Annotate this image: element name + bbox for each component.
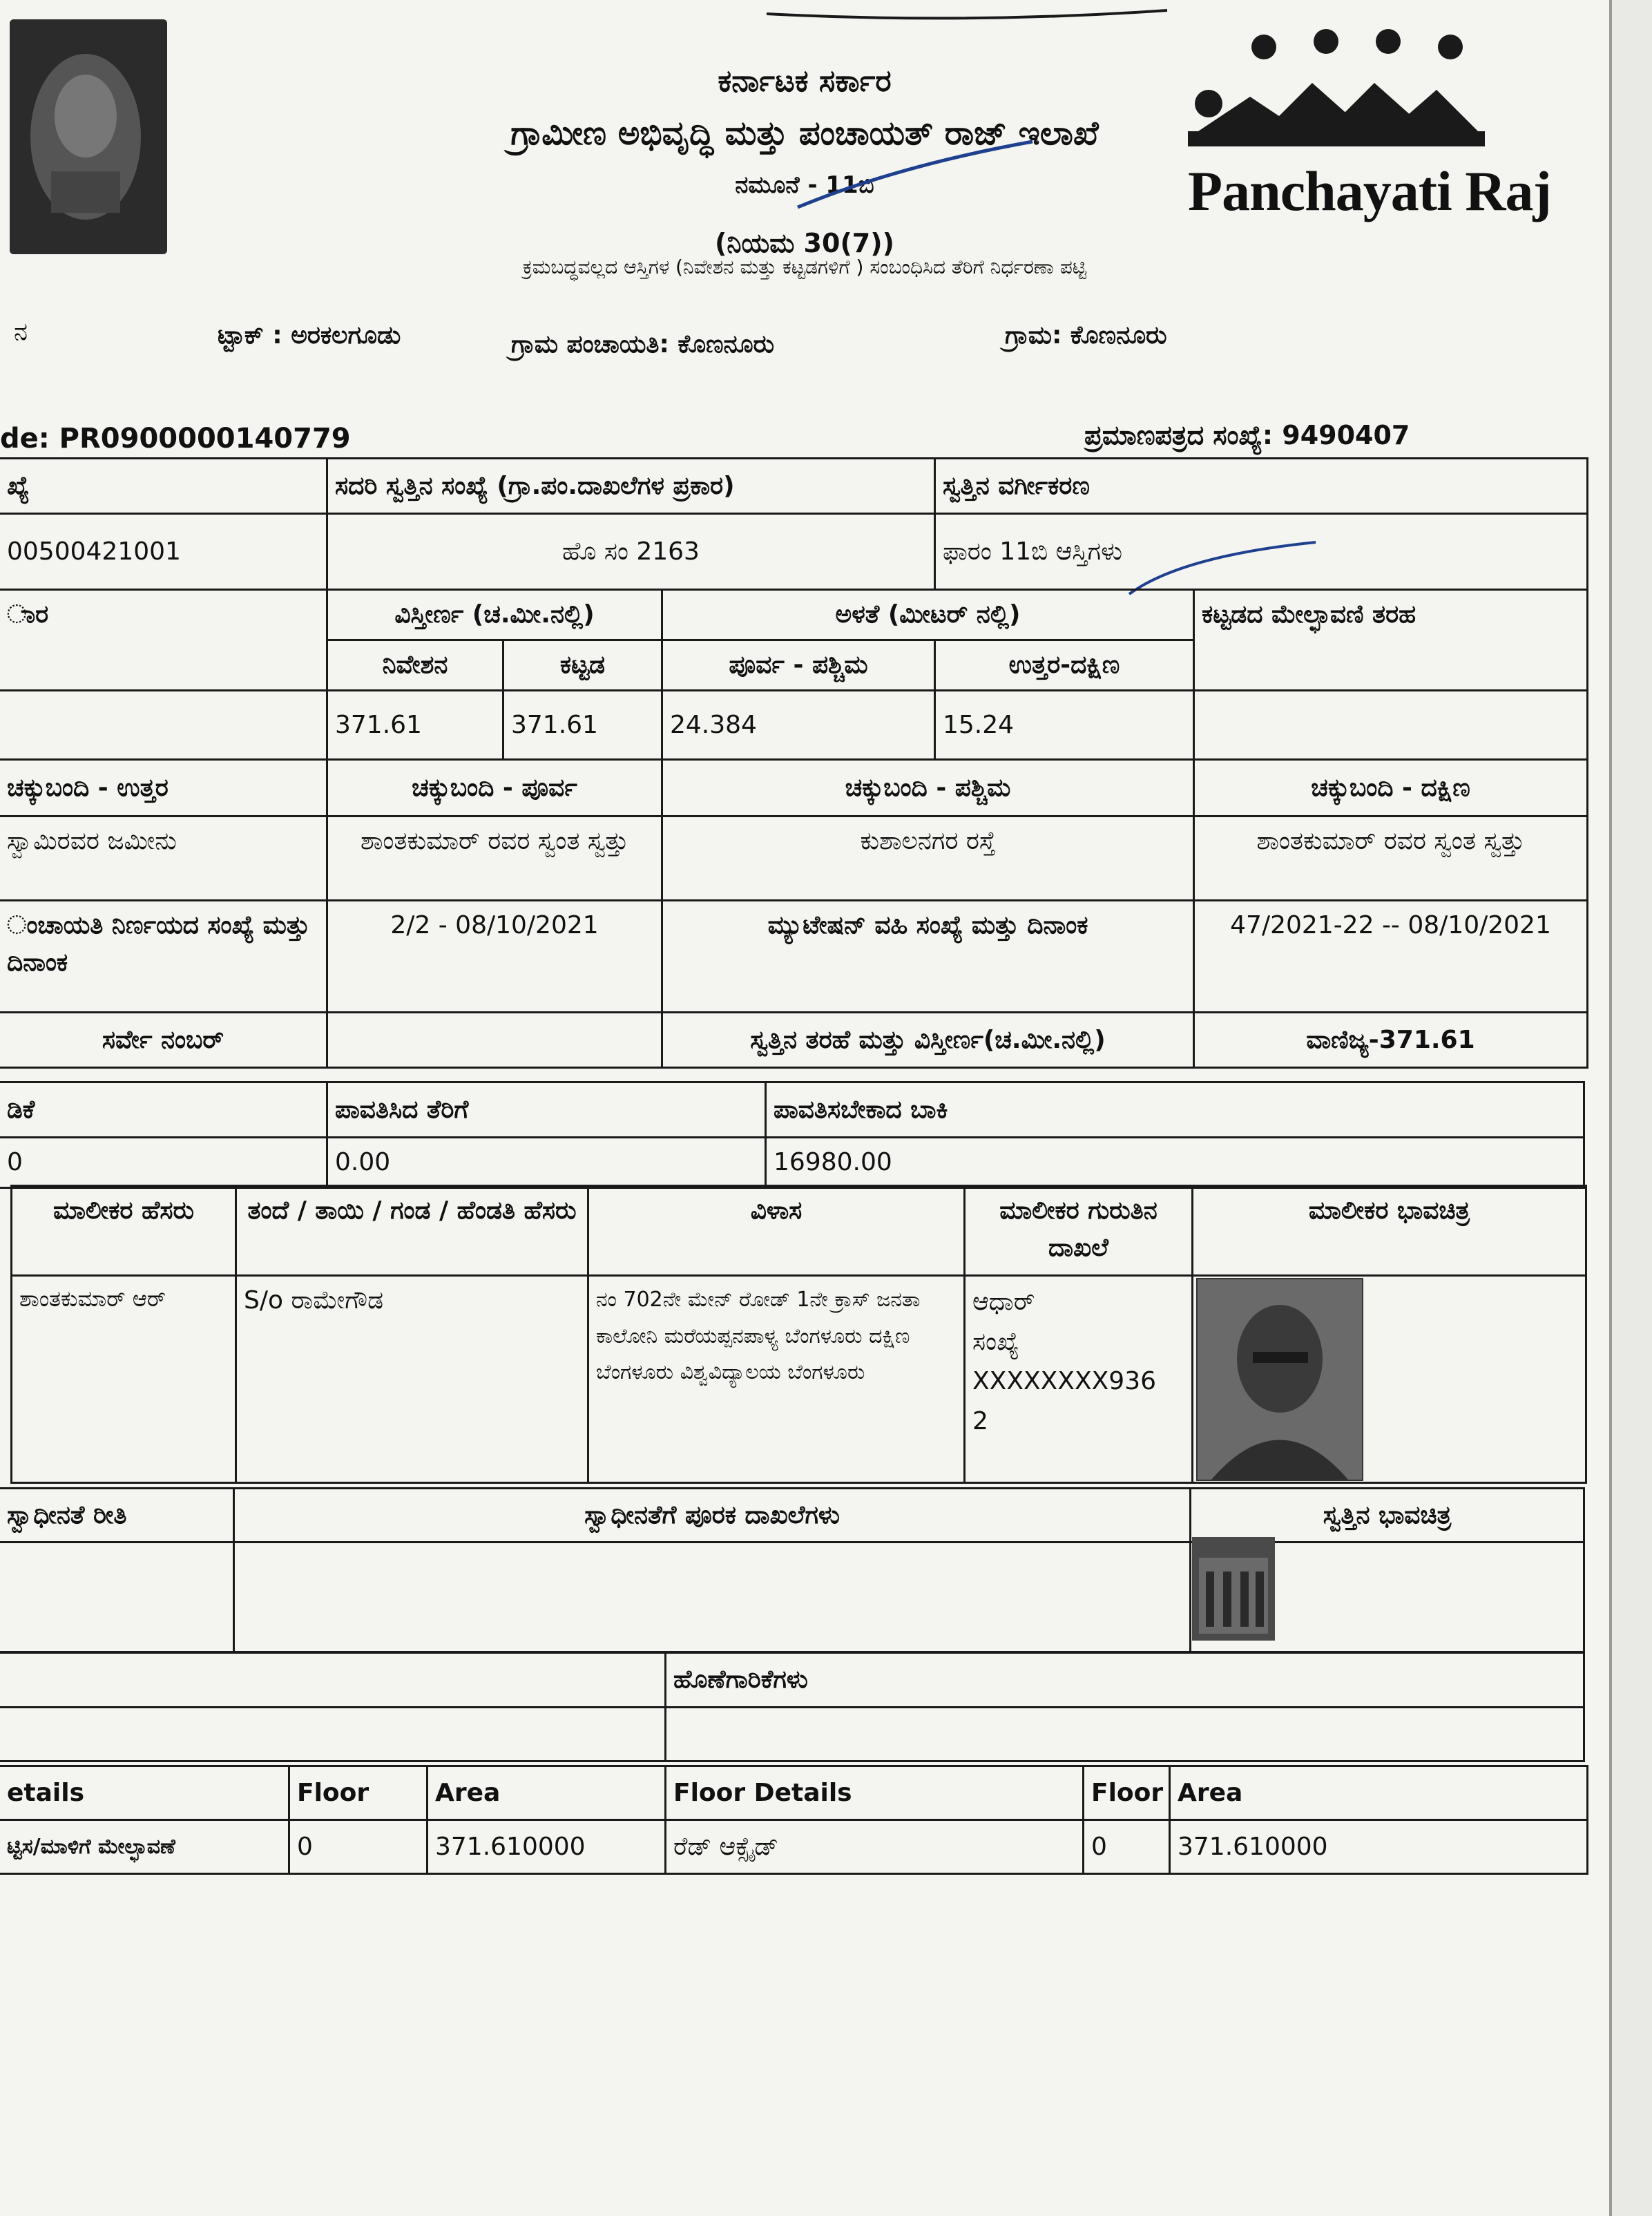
south-boundary-value: ಶಾಂತಕುಮಾರ್ ರವರ ಸ್ವಂತ ಸ್ವತ್ತು bbox=[1194, 816, 1588, 901]
owner-id-value bbox=[965, 1276, 1193, 1483]
east-west-label: ಪೂರ್ವ - ಪಶ್ಚಿಮ bbox=[662, 640, 935, 691]
area-value-floor-2: 371.610000 bbox=[1170, 1820, 1588, 1874]
survey-number-label: ಸರ್ವೇ ನಂಬರ್ bbox=[0, 1013, 327, 1068]
property-number-value: ಹೊ ಸಂ 2163 bbox=[327, 514, 935, 590]
roof-type-row: ಟ್ಟಿಸ/ಮಾಳಿಗೆ ಮೇಲ್ಛಾವಣೆ bbox=[0, 1820, 289, 1874]
id-masked-number: XXXXXXXX936 bbox=[972, 1367, 1157, 1396]
certificate-number: ಪ್ರಮಾಣಪತ್ರದ ಸಂಖ್ಯೆ: 9490407 bbox=[1084, 420, 1410, 450]
property-type-value bbox=[0, 691, 327, 760]
gram-panchayat-field: ಗ್ರಾಮ ಪಂಚಾಯತಿ: ಕೊಣನೂರು bbox=[511, 330, 775, 359]
id-number-label: ಸಂಖ್ಯೆ bbox=[972, 1327, 1019, 1356]
liabilities-blank bbox=[0, 1652, 666, 1708]
mutation-label: ಮ್ಯುಟೇಷನ್ ವಹಿ ಸಂಖ್ಯೆ ಮತ್ತು ದಿನಾಂಕ bbox=[662, 901, 1194, 1013]
plot-label: ನಿವೇಶನ bbox=[327, 640, 503, 691]
type-area-label: ಸ್ವತ್ತಿನ ತರಹೆ ಮತ್ತು ವಿಸ್ತೀರ್ಣ(ಚ.ಮೀ.ನಲ್ಲಿ) bbox=[662, 1013, 1194, 1068]
floor-value: 0 bbox=[289, 1820, 428, 1874]
paid-tax-value: 0.00 bbox=[327, 1138, 766, 1188]
demand-value: 0 bbox=[0, 1138, 327, 1188]
id-type: ಆಧಾರ್ bbox=[972, 1288, 1035, 1316]
west-boundary-value: ಕುಶಾಲನಗರ ರಸ್ತೆ bbox=[662, 816, 1194, 901]
dimension-label: ಅಳತೆ (ಮೀಟರ್ ನಲ್ಲಿ) bbox=[662, 590, 1194, 640]
ownership-table bbox=[0, 1487, 1585, 1654]
north-south-label: ಉತ್ತರ-ದಕ್ಷಿಣ bbox=[935, 640, 1194, 691]
property-photo-label: ಸ್ವತ್ತಿನ ಭಾವಚಿತ್ರ bbox=[1191, 1489, 1584, 1542]
mutation-value: 47/2021-22 -- 08/10/2021 bbox=[1194, 901, 1588, 1013]
panchayati-raj-logo-text: Panchayati Raj bbox=[1188, 160, 1551, 222]
relation-label: ತಂದೆ / ತಾಯಿ / ಗಂಡ / ಹೆಂಡತಿ ಹೆಸರು bbox=[236, 1186, 588, 1276]
property-id-label: ಖ್ಯೆ bbox=[0, 459, 327, 514]
department-title: ಗ್ರಾಮೀಣ ಅಭಿವೃದ್ಧಿ ಮತ್ತು ಪಂಚಾಯತ್ ರಾಜ್ ಇಲಾಖೆ bbox=[510, 114, 1099, 153]
west-boundary-label: ಚಕ್ಕುಬಂದಿ - ಪಶ್ಚಿಮ bbox=[662, 760, 1194, 816]
type-area-value: ವಾಣಿಜ್ಯ-371.61 bbox=[1194, 1013, 1588, 1068]
roof-type-label: ಕಟ್ಟಡದ ಮೇಲ್ಛಾವಣಿ ತರಹ bbox=[1194, 590, 1588, 691]
floor-details-table bbox=[0, 1765, 1588, 1875]
liabilities-table bbox=[0, 1651, 1585, 1762]
area-label-floor-2: Area bbox=[1170, 1766, 1588, 1820]
ownership-docs-value bbox=[234, 1542, 1191, 1653]
owner-name-value: ಶಾಂತಕುಮಾರ್ ಆರ್ bbox=[12, 1276, 236, 1483]
flooring-type-row: ರೆಡ್ ಆಕ್ಸೈಡ್ bbox=[666, 1820, 1084, 1874]
demand-label: ಡಿಕೆ bbox=[0, 1082, 327, 1138]
district-label: ನ bbox=[14, 318, 28, 346]
east-boundary-value: ಶಾಂತಕುಮಾರ್ ರವರ ಸ್ವಂತ ಸ್ವತ್ತು bbox=[327, 816, 662, 901]
property-details-table bbox=[0, 457, 1588, 1069]
owner-id-label: ಮಾಲೀಕರ ಗುರುತಿನ ದಾಖಲೆ bbox=[965, 1186, 1193, 1276]
plot-area-value: 371.61 bbox=[327, 691, 503, 760]
ownership-method-value bbox=[0, 1542, 234, 1653]
building-area-value: 371.61 bbox=[503, 691, 662, 760]
village-field: ಗ್ರಾಮ: ಕೊಣನೂರು bbox=[1005, 321, 1167, 350]
pen-underline-mark bbox=[794, 138, 1036, 214]
classification-value: ಫಾರಂ 11ಬಿ ಆಸ್ತಿಗಳು bbox=[935, 514, 1588, 590]
north-south-value: 15.24 bbox=[935, 691, 1194, 760]
balance-value: 16980.00 bbox=[766, 1138, 1584, 1188]
taluk-field: ಟ್ಟಾಕ್ : ಅರಕಲಗೂಡು bbox=[218, 321, 401, 350]
form-number: ನಮೂನೆ - 11ಬಿ bbox=[735, 171, 874, 199]
ownership-docs-label: ಸ್ವಾಧೀನತೆಗೆ ಪೂರಕ ದಾಖಲೆಗಳು bbox=[234, 1489, 1191, 1542]
north-boundary-value: ಸ್ವಾಮಿರವರ ಜಮೀನು bbox=[0, 816, 327, 901]
form-subtitle: ಕ್ರಮಬದ್ಧವಲ್ಲದ ಆಸ್ತಿಗಳ (ನಿವೇಶನ ಮತ್ತು ಕಟ್ಟಡಗಳಿಗೆ ) ಸಂಬಂಧಿಸಿದ ತೆರಿಗೆ ನಿರ್ಧರಣಾ ಪಟ್ಟಿ bbox=[522, 256, 1087, 278]
classification-label: ಸ್ವತ್ತಿನ ವರ್ಗೀಕರಣ bbox=[935, 459, 1588, 514]
property-code: de: PR0900000140779 bbox=[0, 423, 351, 455]
survey-number-value bbox=[327, 1013, 662, 1068]
south-boundary-label: ಚಕ್ಕುಬಂದಿ - ದಕ್ಷಿಣ bbox=[1194, 760, 1588, 816]
area-label-floor: Area bbox=[428, 1766, 666, 1820]
government-title: ಕರ್ನಾಟಕ ಸರ್ಕಾರ bbox=[718, 64, 892, 99]
tax-table bbox=[0, 1081, 1585, 1189]
id-masked-number-tail: 2 bbox=[972, 1406, 988, 1435]
floor-value-2: 0 bbox=[1084, 1820, 1170, 1874]
property-number-label: ಸದರಿ ಸ್ವತ್ತಿನ ಸಂಖ್ಯೆ (ಗ್ರಾ.ಪಂ.ದಾಖಲೆಗಳ ಪ್ರಕಾರ) bbox=[327, 459, 935, 514]
resolution-value: 2/2 - 08/10/2021 bbox=[327, 901, 662, 1013]
liabilities-left-value bbox=[0, 1708, 666, 1761]
building-label: ಕಟ್ಟಡ bbox=[503, 640, 662, 691]
address-label: ವಿಳಾಸ bbox=[588, 1186, 965, 1276]
owner-photo bbox=[1196, 1278, 1363, 1481]
floor-details-label: etails bbox=[0, 1766, 289, 1820]
paid-tax-label: ಪಾವತಿಸಿದ ತೆರಿಗೆ bbox=[327, 1082, 766, 1138]
address-value: ನಂ 702ನೇ ಮೇನ್ ರೋಡ್ 1ನೇ ಕ್ರಾಸ್ ಜನತಾ ಕಾಲೋನಿ ಮರೆಯಪ್ಪನಪಾಳ್ಯ ಬೆಂಗಳೂರು ದಕ್ಷಿಣ ಬೆಂಗಳೂರು ವಿಶ್ವವಿದ್ಯಾಲಯ ಬೆಂಗಳೂರು bbox=[588, 1276, 965, 1483]
resolution-label: ಂಚಾಯತಿ ನಿರ್ಣಯದ ಸಂಖ್ಯೆ ಮತ್ತು ದಿನಾಂಕ bbox=[0, 901, 327, 1013]
roof-type-value bbox=[1194, 691, 1588, 760]
ownership-method-label: ಸ್ವಾಧೀನತೆ ರೀತಿ bbox=[0, 1489, 234, 1542]
north-boundary-label: ಚಕ್ಕುಬಂದಿ - ಉತ್ತರ bbox=[0, 760, 327, 816]
area-label: ವಿಸ್ತೀರ್ಣ (ಚ.ಮೀ.ನಲ್ಲಿ) bbox=[327, 590, 662, 640]
property-id-value: 00500421001 bbox=[0, 514, 327, 590]
floor-label-2: Floor bbox=[1084, 1766, 1170, 1820]
rule-reference: (ನಿಯಮ 30(7)) bbox=[715, 228, 894, 258]
owner-photo-label: ಮಾಲೀಕರ ಭಾವಚಿತ್ರ bbox=[1193, 1186, 1586, 1276]
floor-label: Floor bbox=[289, 1766, 428, 1820]
east-west-value: 24.384 bbox=[662, 691, 935, 760]
liabilities-label: ಹೊಣೆಗಾರಿಕೆಗಳು bbox=[666, 1652, 1584, 1708]
pen-top-mark bbox=[760, 0, 1174, 28]
liabilities-value bbox=[666, 1708, 1584, 1761]
owner-name-label: ಮಾಲೀಕರ ಹೆಸರು bbox=[12, 1186, 236, 1276]
relation-value: S/o ರಾಮೇಗೌಡ bbox=[236, 1276, 588, 1483]
east-boundary-label: ಚಕ್ಕುಬಂದಿ - ಪೂರ್ವ bbox=[327, 760, 662, 816]
balance-label: ಪಾವತಿಸಬೇಕಾದ ಬಾಕಿ bbox=[766, 1082, 1584, 1138]
floor-details-label-2: Floor Details bbox=[666, 1766, 1084, 1820]
property-type-label: ಾರ bbox=[0, 590, 327, 691]
area-value-floor: 371.610000 bbox=[428, 1820, 666, 1874]
property-photo bbox=[1192, 1537, 1275, 1641]
